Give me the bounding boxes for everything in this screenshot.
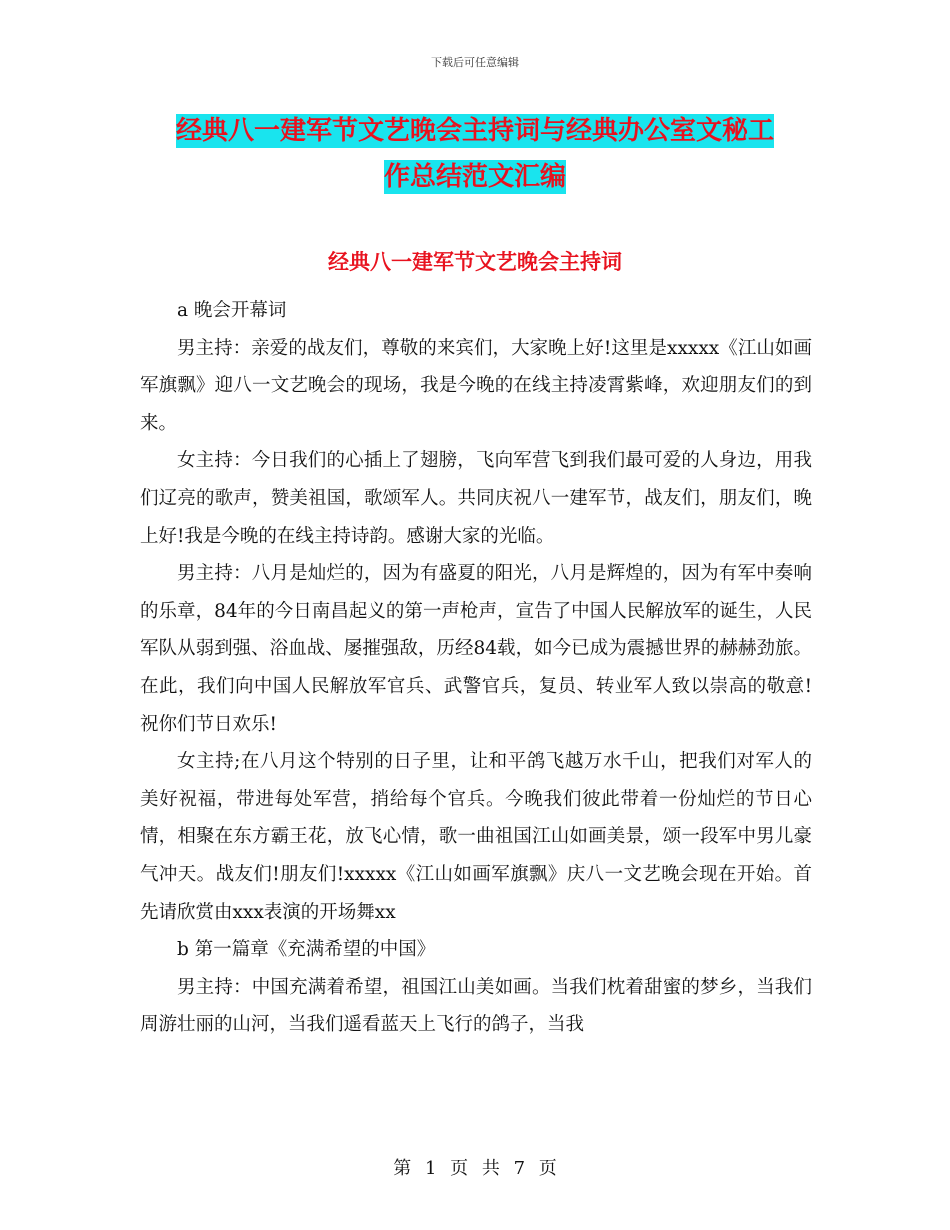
paragraph: 女主持：今日我们的心插上了翅膀，飞向军营飞到我们最可爱的人身边，用我们辽亮的歌声，赞美祖国，歌颂军人。共同庆祝八一建军节，战友们，朋友们，晚上好!我是今晚的在线主持诗韵。感谢大家的光临。 [140,450,812,547]
header-note: 下载后可任意编辑 [431,56,519,69]
paragraph: 男主持：亲爱的战友们，尊敬的来宾们，大家晚上好!这里是xxxxx《江山如画军旗飘》迎八一文艺晚会的现场，我是今晚的在线主持凌霄紫峰，欢迎朋友们的到来。 [140,337,812,434]
paragraph: b 第一篇章《充满希望的中国》 [177,939,436,961]
document-title-line-1: 经典八一建军节文艺晚会主持词与经典办公室文秘工 [175,116,774,146]
paragraph: 男主持：八月是灿烂的，因为有盛夏的阳光，八月是辉煌的，因为有军中奏响的乐章，84年的今日南昌起义的第一声枪声，宣告了中国人民解放军的诞生，人民军队从弱到强、浴血战、屡摧强敌，历经84载，如今已成为震撼世界的赫赫劲旅。在此，我们向中国人民解放军官兵、武警官兵，复员、转业军人致以崇高的敬意!祝你们节日欢乐! [140,563,812,735]
paragraph: 男主持：中国充满着希望，祖国江山美如画。当我们枕着甜蜜的梦乡，当我们周游壮丽的山河，当我们遥看蓝天上飞行的鸽子，当我 [140,976,812,1036]
document-title-line-2: 作总结范文汇编 [383,162,566,192]
page-footer: 第 1 页 共 7 页 [393,1158,557,1179]
section-title: 经典八一建军节文艺晚会主持词 [328,250,622,274]
paragraph: 女主持;在八月这个特别的日子里，让和平鸽飞越万水千山，把我们对军人的美好祝福，带进每处军营，捎给每个官兵。今晚我们彼此带着一份灿烂的节日心情，相聚在东方霸王花，放飞心情，歌一曲祖国江山如画美景，颂一段军中男儿豪气冲天。战友们!朋友们!xxxxx《江山如画军旗飘》庆八一文艺晚会现在开始。首先请欣赏由xxx表演的开场舞xx [140,751,812,923]
paragraph: a 晚会开幕词 [177,300,287,321]
body-text [140,292,812,1044]
document-title [140,108,810,200]
